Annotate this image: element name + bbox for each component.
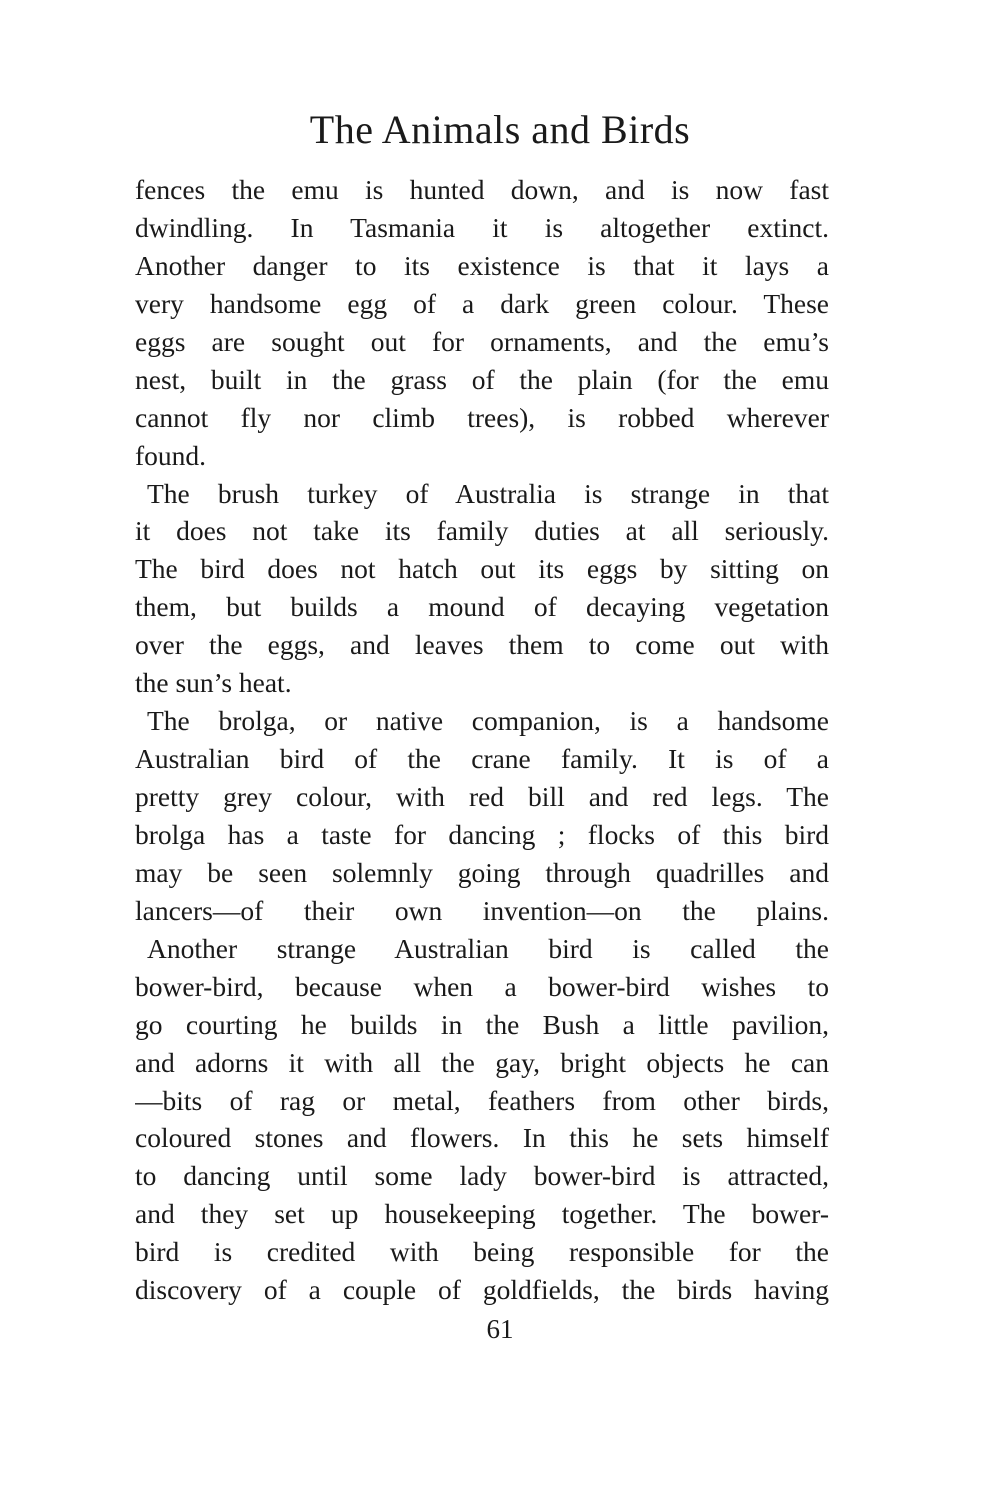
text-line: go courting he builds in the Bush a little pavilion, [135,1008,829,1040]
text-line: Another danger to its existence is that it lays a [135,249,829,281]
text-line: to dancing until some lady bower-bird is attracted, [135,1160,829,1192]
text-line: Another strange Australian bird is called the [147,932,829,964]
text-line: them, but builds a mound of decaying vegetation [135,591,829,623]
text-line: it does not take its family duties at all seriously. [135,515,829,547]
text-line: found. [135,439,207,471]
body-text [135,171,829,1309]
text-line: —bits of rag or metal, feathers from other birds, [135,1084,829,1116]
text-line: Australian bird of the crane family. It is of a [135,743,829,775]
text-line: The bird does not hatch out its eggs by sitting on [135,553,829,585]
text-line: may be seen solemnly going through quadrilles and [135,856,829,888]
text-line: very handsome egg of a dark green colour. These [135,287,829,319]
text-line: over the eggs, and leaves them to come out with [135,629,829,661]
text-line: The brolga, or native companion, is a handsome [147,705,829,737]
text-line: cannot fly nor climb trees), is robbed wherever [135,401,829,433]
text-line: eggs are sought out for ornaments, and the emu’s [135,325,829,357]
text-line: and adorns it with all the gay, bright objects he can [135,1046,829,1078]
text-line: coloured stones and flowers. In this he sets himself [135,1122,829,1154]
page-title: The Animals and Birds [309,107,691,152]
text-line: the sun’s heat. [135,667,292,699]
text-line: nest, built in the grass of the plain (for the emu [135,363,829,395]
text-line: bird is credited with being responsible for the [135,1236,829,1268]
text-line: bower-bird, because when a bower-bird wishes to [135,970,829,1002]
text-line: The brush turkey of Australia is strange in that [147,477,829,509]
text-line: pretty grey colour, with red bill and red legs. The [135,781,829,812]
page-number: 61 [486,1314,514,1344]
text-line: fences the emu is hunted down, and is now fast [135,174,829,205]
text-line: and they set up housekeeping together. The bower- [135,1198,829,1230]
text-line: brolga has a taste for dancing ; flocks of this bird [135,818,829,850]
text-line: discovery of a couple of goldfields, the birds having [135,1274,829,1306]
text-line: lancers—of their own invention—on the plains. [135,894,829,926]
text-line: dwindling. In Tasmania it is altogether extinct. [135,211,829,243]
